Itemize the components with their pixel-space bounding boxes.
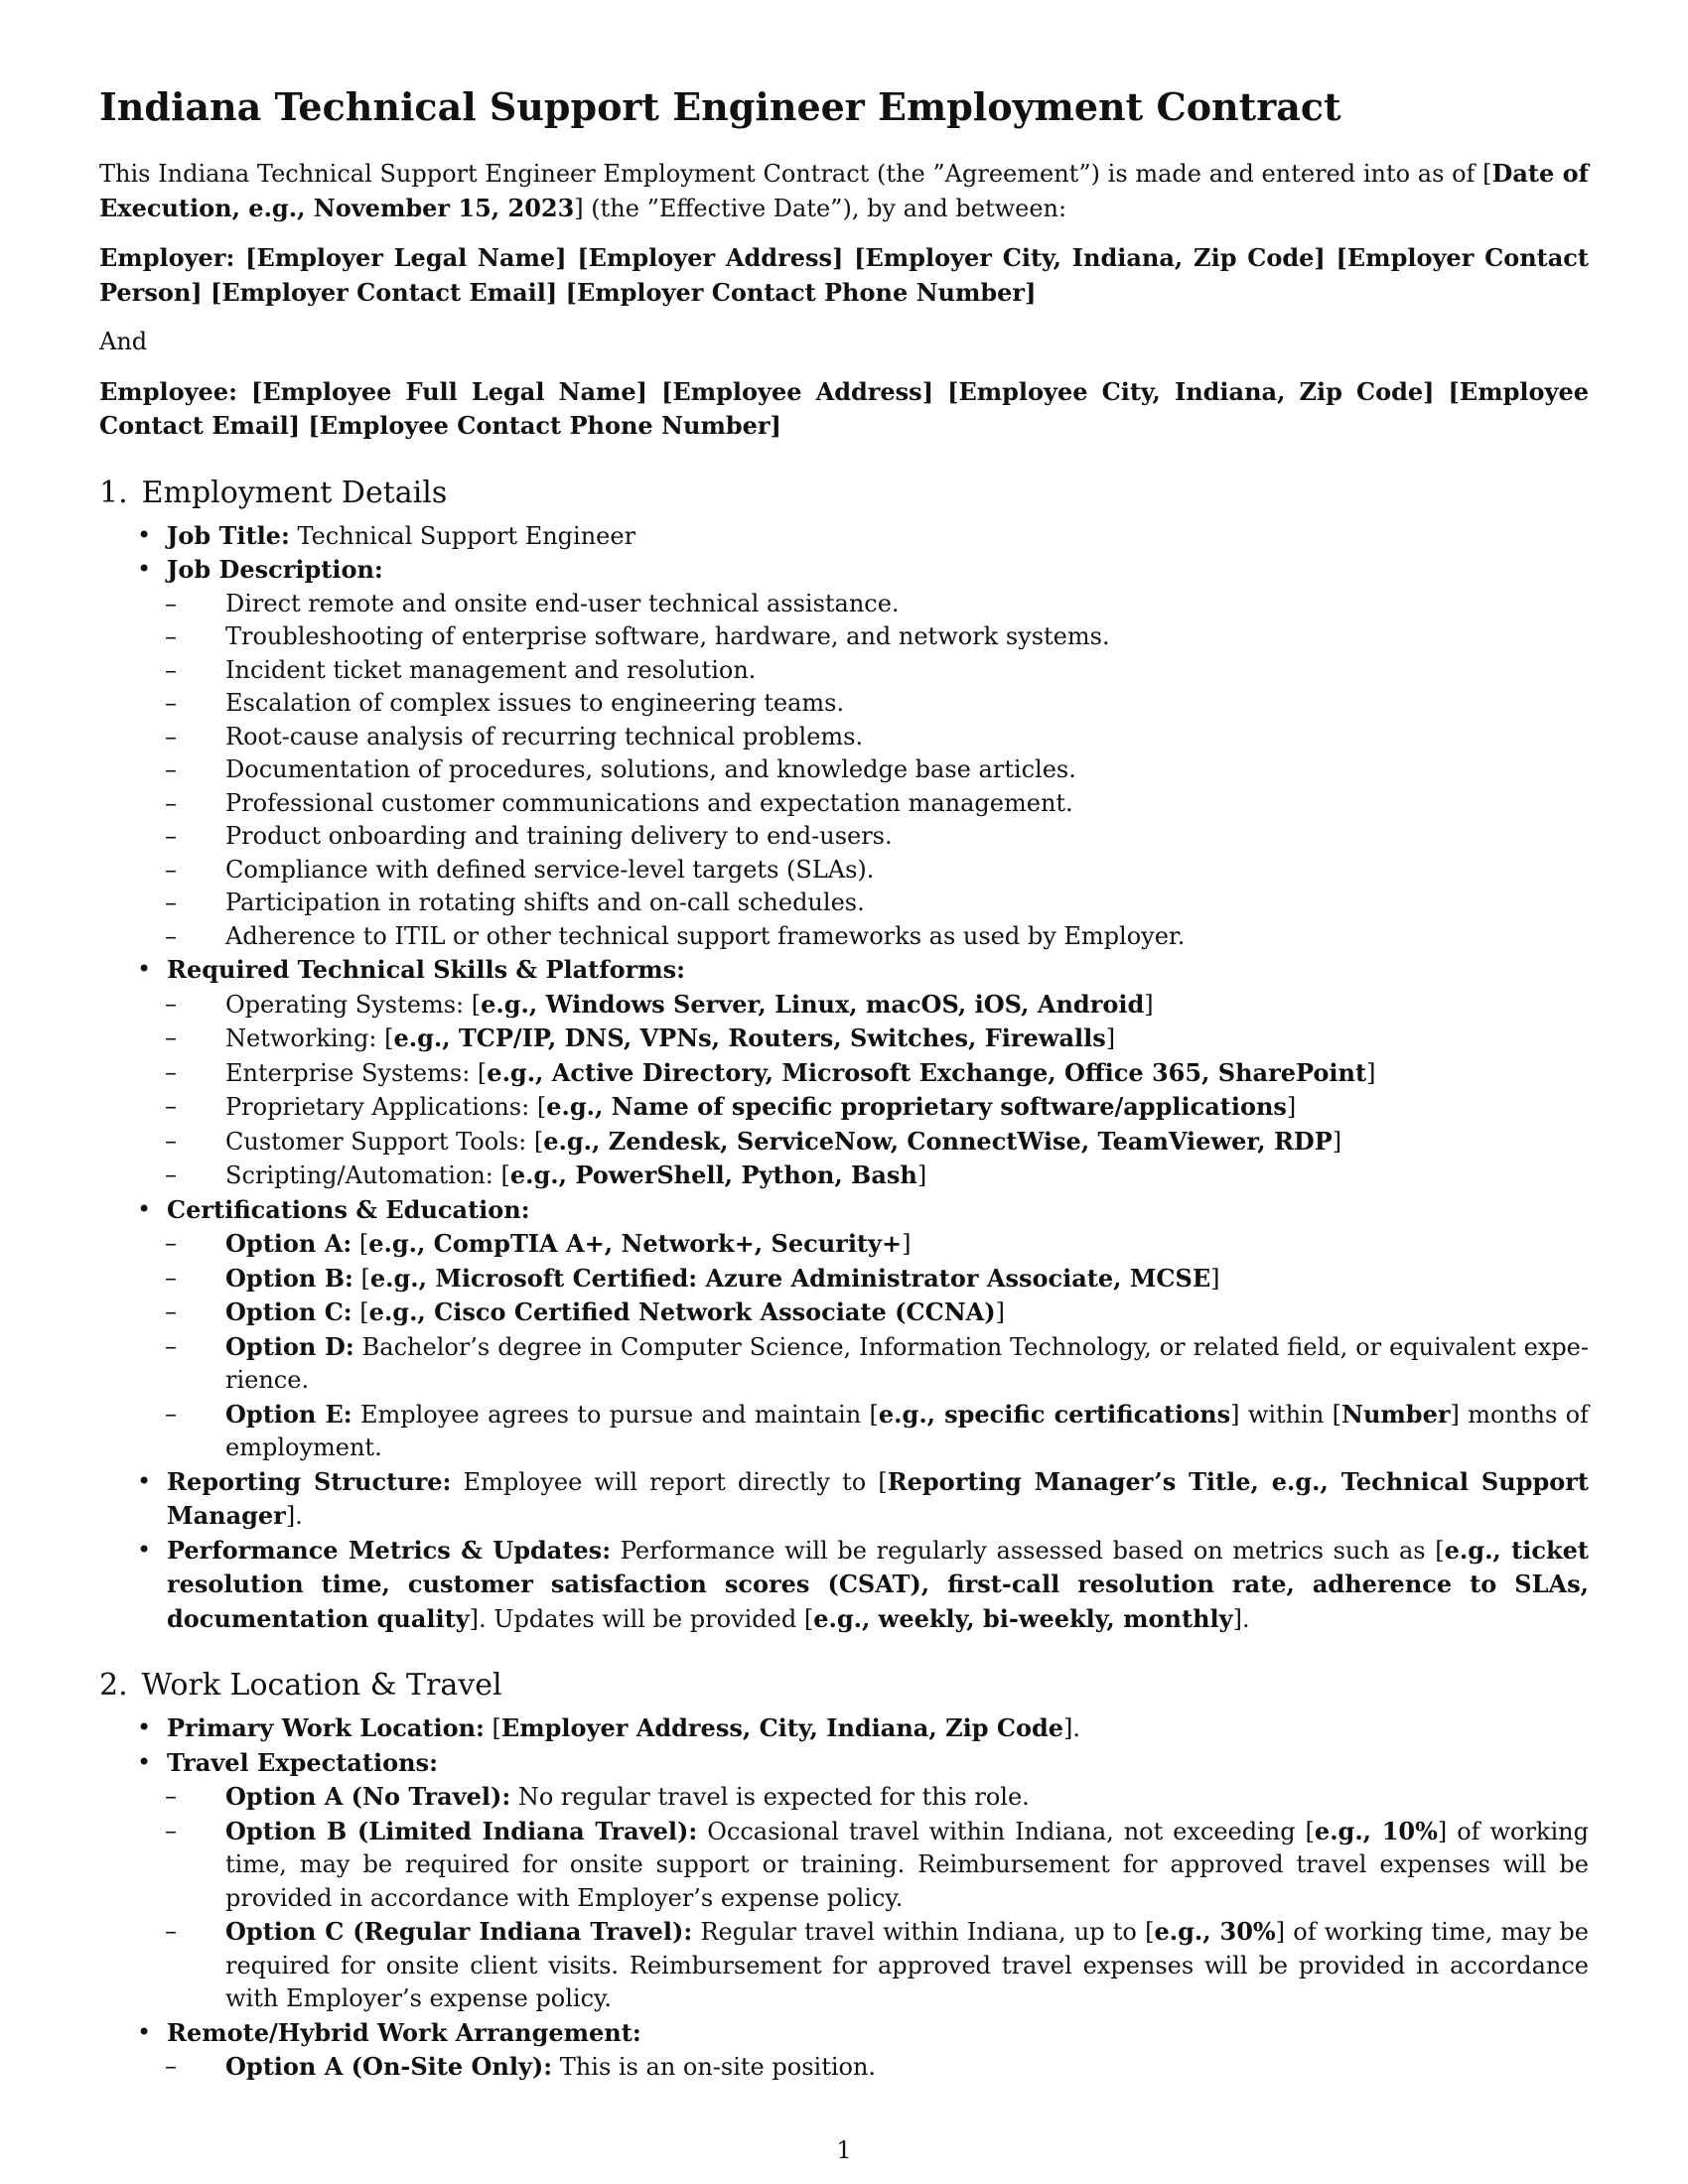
skill-scripting: – Scripting/Automation: [e.g., PowerShell, Python, Bash] (165, 1159, 1589, 1193)
employee-label: Employee: (99, 376, 237, 406)
intro-text-end: ] (the ”Effective Date”), by and between: (574, 194, 1067, 222)
primary-location-item: • Primary Work Location: [Employer Address, City, Indiana, Zip Code]. (99, 1711, 1589, 1746)
list-item: – Documentation of procedures, solutions, and knowledge base articles. (165, 753, 1589, 787)
certifications-list (166, 1227, 1589, 1465)
cert-option-c: – Option C: [e.g., Cisco Certified Network Associate (CCNA)] (165, 1296, 1589, 1330)
section-2-list (99, 1711, 1589, 2085)
list-item: – Direct remote and onsite end-user technical assistance. (165, 588, 1589, 621)
cert-option-e: – Option E: Employee agrees to pursue and maintain [e.g., specific certifications] within [Number] months of employment. (165, 1398, 1589, 1465)
primary-location-label: Primary Work Location: (167, 1713, 485, 1742)
employer-label: Employer: (99, 243, 235, 272)
document-title: Indiana Technical Support Engineer Employment Contract (99, 84, 1341, 129)
list-item: – Product onboarding and training delivery to end-users. (165, 820, 1589, 854)
remote-label: Remote/Hybrid Work Arrangement: (167, 2017, 641, 2047)
remote-item (99, 2016, 1589, 2085)
section-1-number: 1. (99, 475, 128, 510)
list-item: – Root-cause analysis of recurring technical problems. (165, 721, 1589, 754)
job-description-label: Job Description: (167, 555, 383, 584)
skill-support-tools: – Customer Support Tools: [e.g., Zendesk, ServiceNow, ConnectWise, TeamViewer, RDP] (165, 1125, 1589, 1160)
cert-option-a: – Option A: [e.g., CompTIA A+, Network+, Security+] (165, 1227, 1589, 1262)
travel-list (166, 1780, 1589, 2016)
remote-option-a: – Option A (On-Site Only): This is an on-site position. (165, 2050, 1589, 2085)
performance-item: • Performance Metrics & Updates: Performance will be regularly assessed based on metrics such as [e.g., ticket resolution time, customer satisfaction scores (CSAT), first-call resolution rate, adherence to SLAs, documentation quality]. Updates will be provided [e.g., weekly, bi-weekly, monthly]. (99, 1534, 1589, 1637)
section-1-heading (99, 474, 1589, 513)
employee-fields: [Employee Full Legal Name] [Employee Address] [Employee City, Indiana, Zip Code] [Employee Contact Email] [Employee Contact Phone Number] (99, 376, 1589, 440)
document-page (99, 83, 1589, 2085)
list-item: – Adherence to ITIL or other technical support frameworks as used by Employer. (165, 920, 1589, 954)
reporting-label: Reporting Structure: (167, 1466, 452, 1496)
cert-option-d: – Option D: Bachelor’s degree in Computer Science, Information Technology, or related field, or equivalent expe- rience. (165, 1330, 1589, 1398)
intro-date-placeholder: Date of Execution, e.g., November 15, 2023 (99, 159, 1590, 222)
section-2-heading (99, 1666, 1589, 1706)
list-item: – Participation in rotating shifts and on-call schedules. (165, 887, 1589, 920)
skill-networking: – Networking: [e.g., TCP/IP, DNS, VPNs, Routers, Switches, Firewalls] (165, 1022, 1589, 1056)
employee-block (99, 375, 1589, 444)
reporting-item: • Reporting Structure: Employee will report directly to [Reporting Manager’s Title, e.g., Technical Support Manager]. (99, 1465, 1589, 1534)
list-item: – Professional customer communications and expectation management. (165, 787, 1589, 821)
skills-item (99, 953, 1589, 1193)
list-item: – Troubleshooting of enterprise software, hardware, and network systems. (165, 620, 1589, 654)
section-1-list (99, 519, 1589, 1637)
skill-enterprise: – Enterprise Systems: [e.g., Active Directory, Microsoft Exchange, Office 365, SharePoint] (165, 1056, 1589, 1091)
list-item: – Compliance with defined service-level targets (SLAs). (165, 854, 1589, 887)
and-text: And (99, 328, 148, 355)
remote-list (166, 2050, 1589, 2085)
travel-item (99, 1746, 1589, 2016)
skills-label: Required Technical Skills & Platforms: (167, 955, 685, 984)
job-title-item (99, 519, 1589, 554)
certifications-item (99, 1193, 1589, 1465)
intro-text: This Indiana Technical Support Engineer Employment Contract (the ”Agreement”) is made and entered into as of [ (99, 160, 1492, 188)
section-1-title: Employment Details (141, 475, 448, 510)
performance-label: Performance Metrics & Updates: (167, 1535, 612, 1565)
skill-proprietary: – Proprietary Applications: [e.g., Name of specific proprietary software/applications] (165, 1090, 1589, 1125)
job-description-item (99, 553, 1589, 953)
intro-paragraph (99, 157, 1589, 225)
job-title-value: Technical Support Engineer (297, 521, 636, 550)
skills-list (166, 988, 1589, 1193)
travel-option-c: – Option C (Regular Indiana Travel): Regular travel within Indiana, up to [e.g., 30%] of working time, may be required for onsite client visits. Reimbursement for approved travel expenses will be provided in accordance with Employer’s expense policy. (165, 1915, 1589, 2016)
travel-option-a: – Option A (No Travel): No regular travel is expected for this role. (165, 1780, 1589, 1815)
travel-option-b: – Option B (Limited Indiana Travel): Occasional travel within Indiana, not exceeding [e.g., 10%] of working time, may be required for onsite support or training. Reimbursement for approved travel expenses will be provided in accordance with Employer’s expense policy. (165, 1815, 1589, 1916)
job-title-label: Job Title: (167, 520, 290, 550)
certifications-label: Certifications & Education: (167, 1194, 530, 1224)
list-item: – Incident ticket management and resolution. (165, 654, 1589, 688)
page-number: 1 (836, 2136, 852, 2164)
section-2-title: Work Location & Travel (141, 1668, 502, 1703)
list-item: – Escalation of complex issues to engineering teams. (165, 687, 1589, 721)
job-description-list (166, 588, 1589, 954)
travel-label: Travel Expectations: (167, 1747, 438, 1777)
employer-block (99, 241, 1589, 310)
cert-option-b: – Option B: [e.g., Microsoft Certified: Azure Administrator Associate, MCSE] (165, 1262, 1589, 1297)
employer-fields: [Employer Legal Name] [Employer Address] [Employer City, Indiana, Zip Code] [Employer Contact Person] [Employer Contact Email] [Employer Contact Phone Number] (99, 243, 1590, 307)
section-2-number: 2. (99, 1668, 128, 1703)
skill-os: – Operating Systems: [e.g., Windows Server, Linux, macOS, iOS, Android] (165, 988, 1589, 1023)
